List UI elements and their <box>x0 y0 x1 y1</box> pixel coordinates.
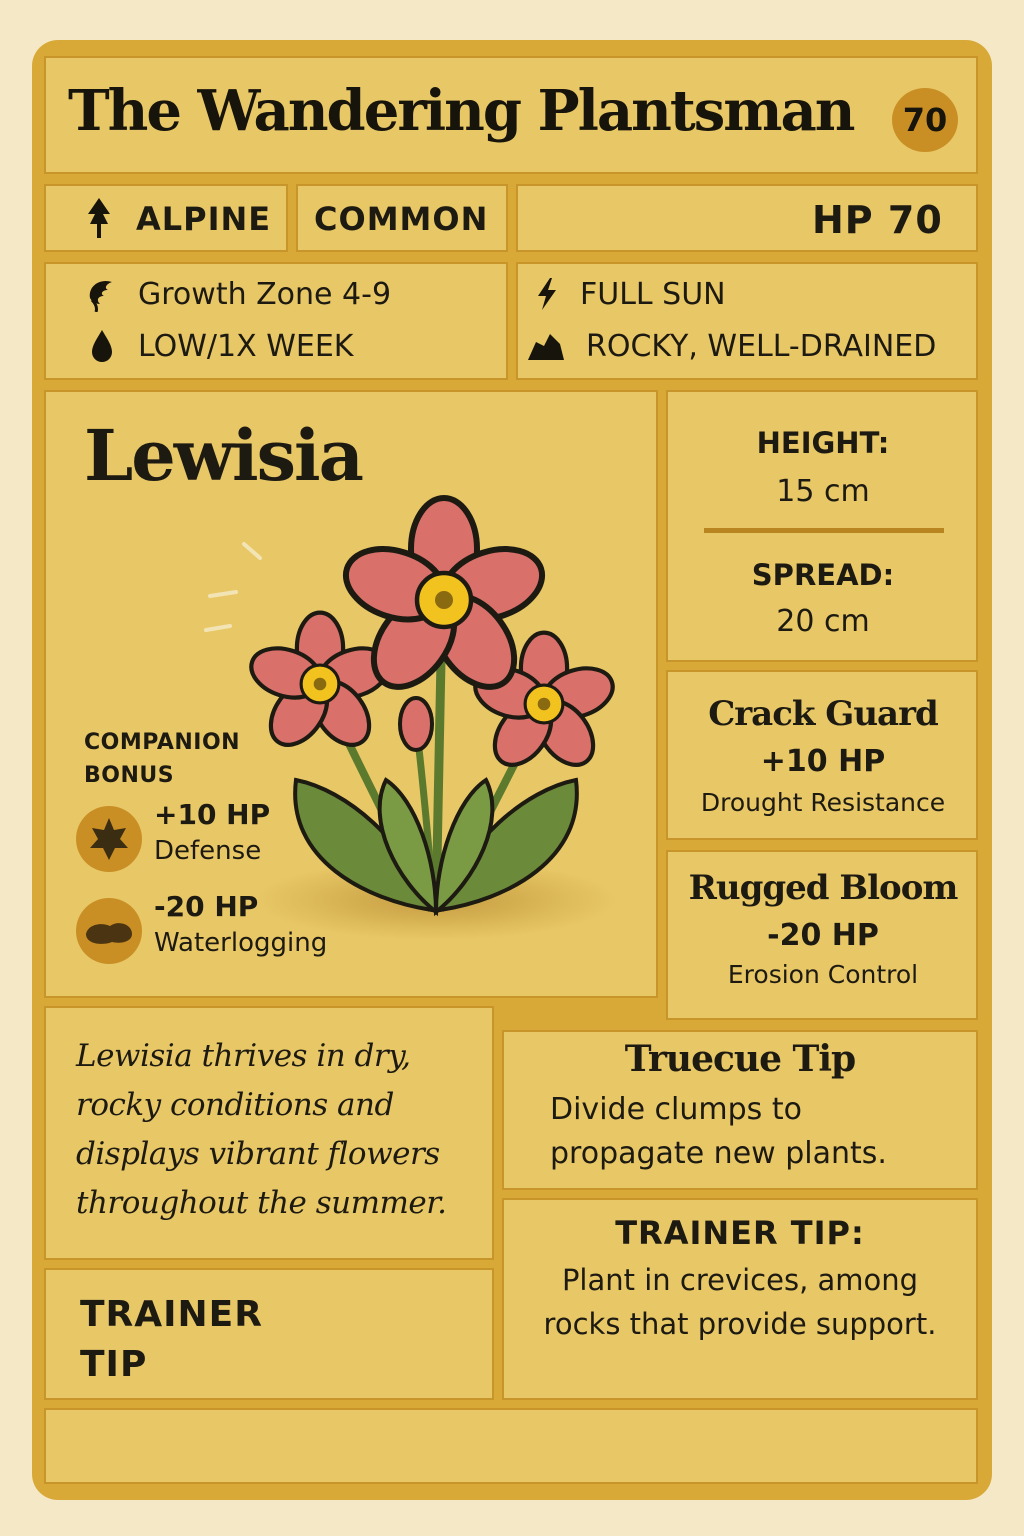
trainer-tip-left-label: TRAINER TIP <box>80 1294 263 1385</box>
height-label: HEIGHT: <box>756 426 890 460</box>
hp-label: HP 70 <box>812 198 943 242</box>
trainer-tip-body: Plant in crevices, among rocks that provide support. <box>543 1263 937 1341</box>
lewisia-flower-illustration <box>196 480 636 940</box>
ability-1-name: Crack Guard <box>708 694 938 734</box>
growth-zone-row <box>86 276 391 312</box>
rarity-label: COMMON <box>314 200 489 238</box>
soil-text: ROCKY, WELL-DRAINED <box>586 328 937 364</box>
ability-1-hp: +10 HP <box>760 744 886 779</box>
ability-2-name: Rugged Bloom <box>688 868 958 908</box>
spread-value: 20 cm <box>776 604 870 639</box>
soil-row <box>526 328 936 364</box>
puddle-icon <box>76 898 142 964</box>
sun-row <box>532 276 726 312</box>
trainer-tip-title: TRAINER TIP: <box>615 1214 865 1252</box>
droplet-icon <box>86 328 118 364</box>
stats-divider <box>704 528 944 533</box>
card-title: The Wandering Plantsman <box>68 78 854 144</box>
height-value: 15 cm <box>776 474 870 509</box>
fern-icon <box>86 276 118 312</box>
flavor-text: Lewisia thrives in dry, rocky conditions and displays vibrant flowers throughout the summer. <box>76 1038 447 1221</box>
tree-icon <box>86 196 112 240</box>
spread-label: SPREAD: <box>751 558 895 592</box>
water-text: LOW/1X WEEK <box>138 328 354 364</box>
bolt-icon <box>532 276 560 312</box>
plant-name: Lewisia <box>84 414 362 497</box>
type-label: ALPINE <box>136 200 272 238</box>
rock-icon <box>526 328 566 364</box>
ability-1-desc: Drought Resistance <box>700 788 946 817</box>
sun-text: FULL SUN <box>580 276 726 312</box>
truecue-tip-title: Truecue Tip <box>624 1038 856 1080</box>
truecue-tip-body: Divide clumps to propagate new plants. <box>550 1092 887 1171</box>
footer-panel <box>44 1408 978 1484</box>
growth-zone-text: Growth Zone 4-9 <box>138 276 392 312</box>
water-row <box>86 328 353 364</box>
leaf-icon <box>76 806 142 872</box>
ability-2-hp: -20 HP <box>767 918 879 953</box>
ability-2-desc: Erosion Control <box>727 960 919 989</box>
title-badge: 70 <box>892 88 958 152</box>
companion-heading: COMPANION BONUS <box>84 730 241 788</box>
